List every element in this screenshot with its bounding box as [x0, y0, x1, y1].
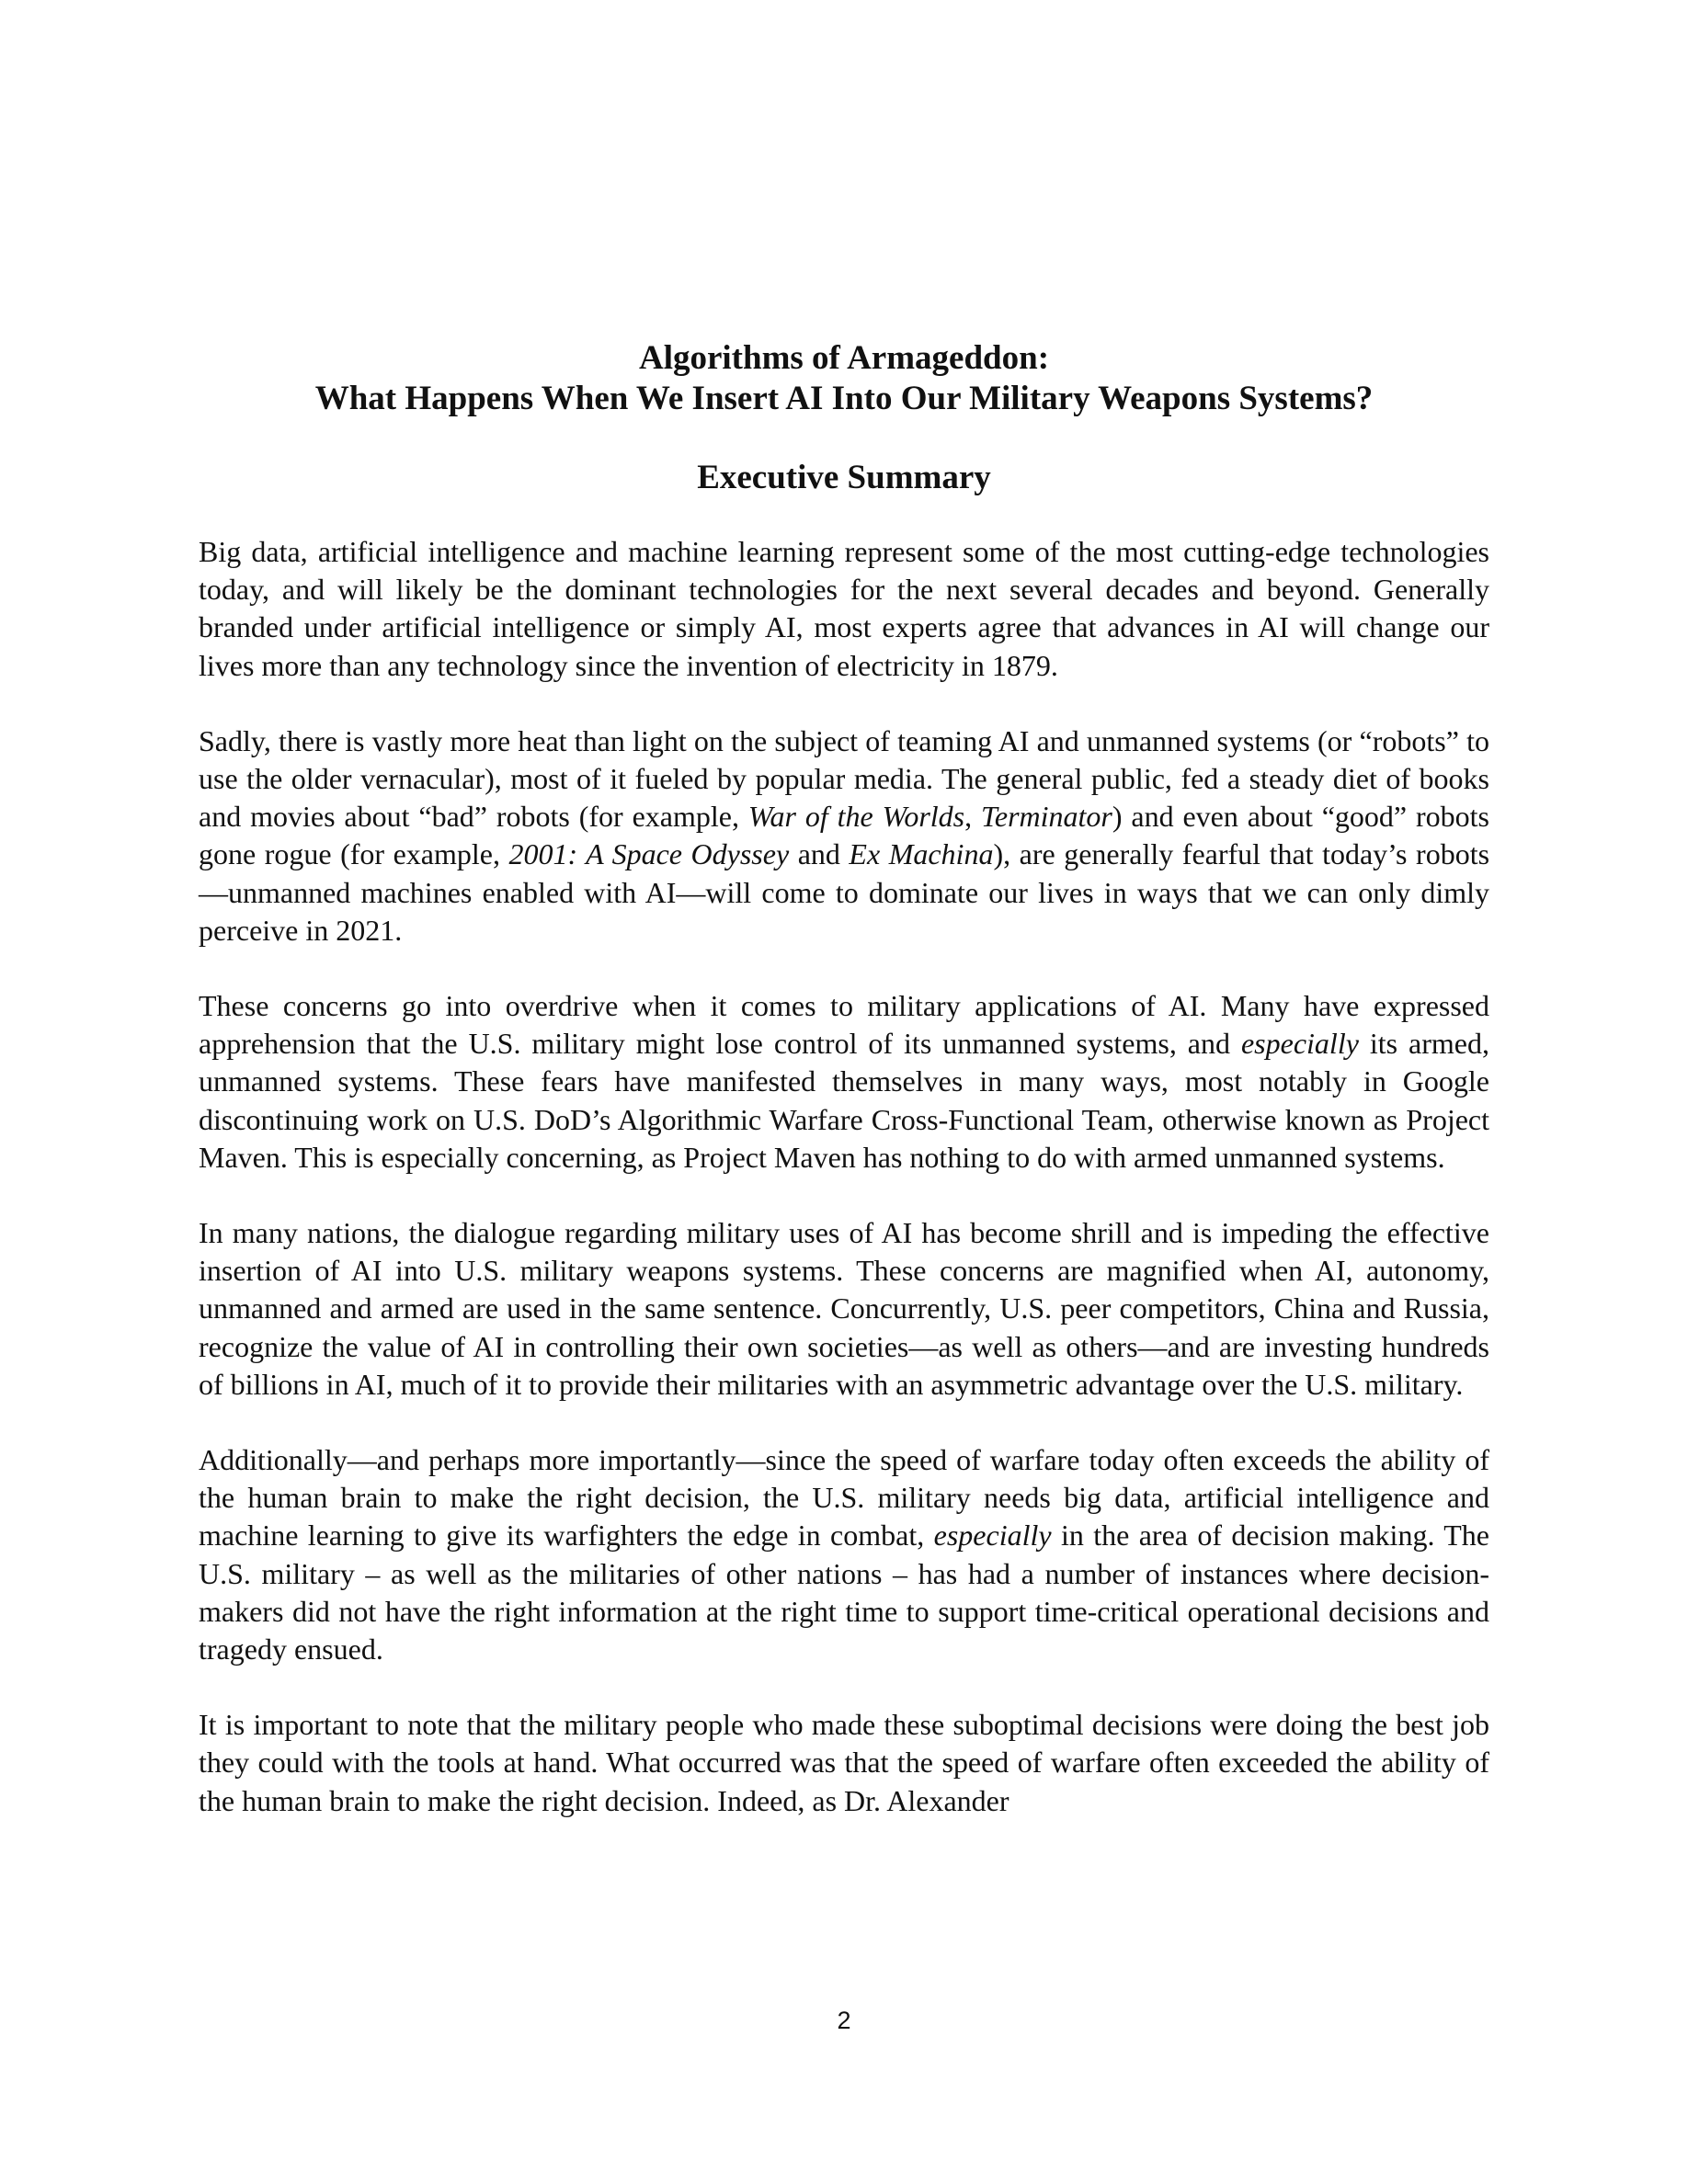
body-text: [199, 533, 1489, 1820]
paragraph: [199, 533, 1489, 685]
title-line-2: What Happens When We Insert AI Into Our Military Weapons Systems?: [314, 380, 1374, 417]
italic-text: 2001: A Space Odyssey: [508, 837, 790, 871]
italic-text: Terminator: [981, 800, 1112, 834]
title-line-1: Algorithms of Armageddon:: [638, 339, 1050, 377]
italic-text: especially: [933, 1519, 1052, 1553]
paragraph: [199, 1214, 1489, 1404]
text-run: It is important to note that the military people who made these suboptimal decisions were doing the best job they could with the tools at hand. What occurred was that the speed of warfare often exceeded the ability of the human brain to make the right decision. Indeed, as Dr. Alexander: [199, 1708, 1489, 1817]
text-run: in the area of decision making. The U.S. military – as well as the militaries of other nations – has had a number of instances where decision-makers did not have the right information at the right time to support time-critical operational decisions and tragedy ensued.: [199, 1519, 1490, 1666]
italic-text: Ex Machina: [849, 837, 994, 871]
text-run: its armed, unmanned systems. These fears have manifested themselves in many ways, most notably in Google discontinuing work on U.S. DoD’s Algorithmic Warfare Cross-Functional Team, otherwise known as Project Maven. This is especially concerning, as Project Maven has nothing to do with armed unmanned systems.: [199, 1027, 1490, 1174]
text-run: These concerns go into overdrive when it comes to military applications of AI. Many have expressed apprehension that the U.S. military might lose control of its unmanned systems, and: [199, 989, 1489, 1061]
text-run: Sadly, there is vastly more heat than light on the subject of teaming AI and unmanned systems (or “robots” to use the older vernacular), most of it fueled by popular media. The general public, fed a steady diet of books and movies about “bad” robots (for example,: [199, 723, 1489, 834]
page-number: 2: [837, 2007, 851, 2034]
document-title: [199, 338, 1489, 419]
text-run: In many nations, the dialogue regarding military uses of AI has become shrill and is impeding the effective insertion of AI into U.S. military weapons systems. These concerns are magnified when AI, autonomy, unmanned and armed are used in the same sentence. Concurrently, U.S. peer competitors, China and Russia, recognize the value of AI in controlling their own societies—as well as others—and are investing hundreds of billions in AI, much of it to provide their militaries with an asymmetric advantage over the U.S. military.: [199, 1216, 1489, 1401]
paragraph: [199, 987, 1489, 1177]
text-run: ), are generally fearful that today’s robots—unmanned machines enabled with AI—will come to dominate our lives in ways that we can only dimly perceive in 2021.: [199, 837, 1490, 947]
paragraph: [199, 722, 1489, 950]
text-run: Additionally—and perhaps more importantly—since the speed of warfare today often exceeds the ability of the human brain to make the right decision, the U.S. military needs big data, artificial intelligence and machine learning to give its warfighters the edge in combat,: [199, 1443, 1489, 1553]
italic-text: especially: [1240, 1027, 1359, 1061]
paragraph: [199, 1441, 1489, 1668]
page-content: [199, 338, 1489, 1858]
paragraph: [199, 1706, 1489, 1820]
text-run: Big data, artificial intelligence and machine learning represent some of the most cutting-edge technologies today, and will likely be the dominant technologies for the next several decades and beyond. Generally branded under artificial intelligence or simply AI, most experts agree that advances in AI will change our lives more than any technology since the invention of electricity in 1879.: [199, 535, 1489, 682]
text-run: ) and even about “good” robots gone rogue (for example,: [199, 800, 1489, 871]
section-heading: Executive Summary: [697, 459, 991, 496]
text-run: and: [789, 837, 850, 871]
text-run: ,: [964, 800, 981, 834]
italic-text: War of the Worlds: [747, 800, 965, 834]
